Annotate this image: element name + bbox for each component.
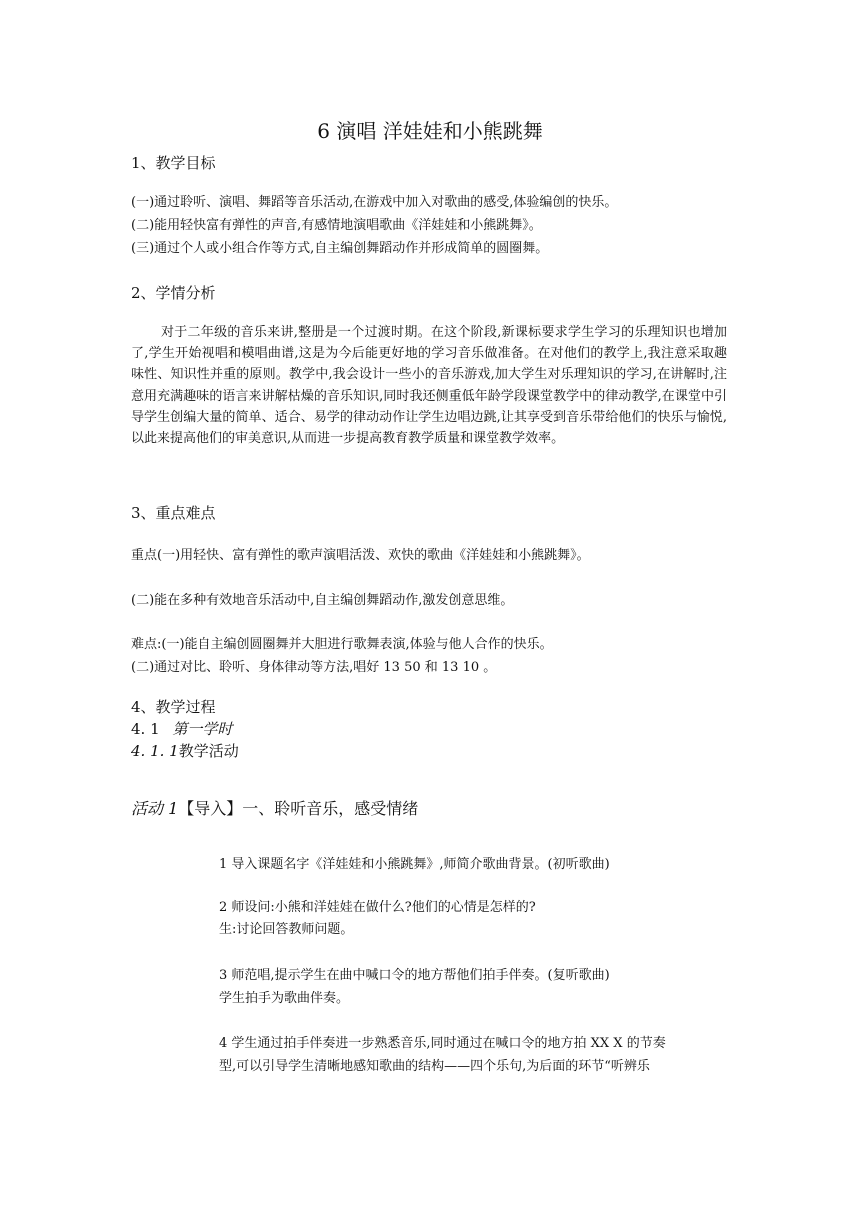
activity-number: 活动 1 <box>131 799 179 818</box>
section-heading-process: 4、教学过程 <box>131 698 216 716</box>
section-heading-analysis: 2、学情分析 <box>131 284 216 302</box>
section-heading-objectives: 1、教学目标 <box>131 154 216 172</box>
activity-step: 2 师设问:小熊和洋娃娃在做什么?他们的心情是怎样的? <box>219 900 536 915</box>
activity-step: 3 师范唱,提示学生在曲中喊口令的地方帮他们拍手伴奏。(复听歌曲) <box>219 968 610 983</box>
analysis-paragraph: 对于二年级的音乐来讲,整册是一个过渡时期。在这个阶段,新课标要求学生学习的乐理知识也增加了,学生开始视唱和模唱曲谱,这是为今后能更好地的学习音乐做准备。在对他们的教学上,我注意采取趣味性、知识性并重的原则。教学中,我会设计一些小的音乐游戏,加大学生对乐理知识的学习,在讲解时,注意用充满趣味的语言来讲解枯燥的音乐知识,同时我还侧重低年龄学段课堂教学中的律动教学,在课堂中引导学生创编大量的简单、适合、易学的律动动作让学生边唱边跳,让其享受到音乐带给他们的快乐与愉悦,以此来提高他们的审美意识,从而进一步提高教育教学质量和课堂教学效率。 <box>131 325 727 447</box>
subsubsection-heading <box>131 740 239 761</box>
difficulty-line: (二)通过对比、聆听、身体律动等方法,唱好 13 50 和 13 10 。 <box>131 660 497 675</box>
key-point-line: (二)能在多种有效地音乐活动中,自主编创舞蹈动作,激发创意思维。 <box>131 593 514 608</box>
difficulty-line: 难点:(一)能自主编创圆圈舞并大胆进行歌舞表演,体验与他人合作的快乐。 <box>131 637 553 652</box>
subsection-heading <box>131 718 232 739</box>
activity-step: 1 导入课题名字《洋娃娃和小熊跳舞》,师简介歌曲背景。(初听歌曲) <box>219 857 610 872</box>
section-heading-key-points: 3、重点难点 <box>131 504 216 522</box>
activity-step: 型,可以引导学生清晰地感知歌曲的结构——四个乐句,为后面的环节“听辨乐 <box>219 1059 650 1074</box>
objective-item: (一)通过聆听、演唱、舞蹈等音乐活动,在游戏中加入对歌曲的感受,体验编创的快乐。 <box>131 195 618 210</box>
objective-item: (二)能用轻快富有弹性的声音,有感情地演唱歌曲《洋娃娃和小熊跳舞》。 <box>131 218 542 233</box>
objective-item: (三)通过个人或小组合作等方式,自主编创舞蹈动作并形成简单的圆圈舞。 <box>131 241 549 256</box>
activity-heading <box>131 796 418 819</box>
activity-title: 【导入】一、聆听音乐，感受情绪 <box>178 799 419 818</box>
activity-step: 4 学生通过拍手伴奏进一步熟悉音乐,同时通过在喊口令的地方拍 XX X 的节奏 <box>219 1036 666 1051</box>
subsection-label: 第一学时 <box>172 720 233 738</box>
key-point-line: 重点(一)用轻快、富有弹性的歌声演唱活泼、欢快的歌曲《洋娃娃和小熊跳舞》。 <box>131 548 590 563</box>
activity-step: 学生拍手为歌曲伴奏。 <box>219 991 350 1006</box>
subsubsection-number: 4. 1. 1 <box>131 742 179 760</box>
subsubsection-label: 教学活动 <box>178 742 239 760</box>
page-title: 6 演唱 洋娃娃和小熊跳舞 <box>317 119 543 143</box>
activity-step: 生:讨论回答教师问题。 <box>219 922 354 937</box>
subsection-number: 4. 1 <box>131 720 160 738</box>
